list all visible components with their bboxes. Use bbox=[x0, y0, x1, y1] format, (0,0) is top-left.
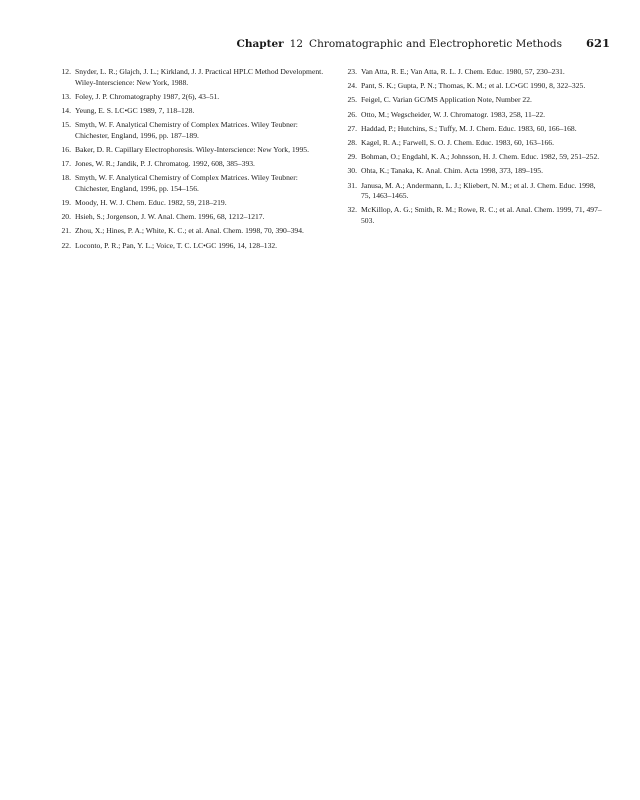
reference-text: Snyder, L. R.; Glajch, J. L.; Kirkland, J. J. Practical HPLC Method Development. Wiley-Interscience: New York, 1988. bbox=[75, 67, 324, 87]
reference-text: Foley, J. P. Chromatography 1987, 2(6), 43–51. bbox=[75, 91, 220, 101]
reference-text: Smyth, W. F. Analytical Chemistry of Complex Matrices. Wiley Teubner: Chichester, England, 1996, pp. 187–189. bbox=[75, 120, 298, 140]
reference-number: 16. bbox=[61, 144, 71, 154]
reference-number: 20. bbox=[61, 212, 71, 222]
reference-number: 29. bbox=[347, 152, 357, 162]
chapter-label: Chapter bbox=[236, 38, 284, 50]
reference-item bbox=[54, 159, 330, 170]
reference-item bbox=[54, 198, 330, 209]
reference-number: 30. bbox=[347, 166, 357, 176]
reference-item bbox=[340, 138, 602, 149]
reference-number: 22. bbox=[61, 240, 71, 250]
reference-text: Moody, H. W. J. Chem. Educ. 1982, 59, 218–219. bbox=[75, 198, 227, 208]
page-number: 621 bbox=[585, 36, 610, 50]
reference-text: Janusa, M. A.; Andermann, L. J.; Kliebert, N. M.; et al. J. Chem. Educ. 1998, 75, 1463–1465. bbox=[361, 180, 596, 201]
reference-text: Van Atta, R. E.; Van Atta, R. L. J. Chem. Educ. 1980, 57, 230–231. bbox=[361, 67, 565, 76]
reference-item bbox=[340, 181, 602, 202]
reference-text: Jones, W. R.; Jandik, P. J. Chromatog. 1992, 608, 385–393. bbox=[75, 159, 255, 169]
chapter-title: Chromatographic and Electrophoretic Methods bbox=[309, 38, 562, 50]
reference-item bbox=[54, 67, 330, 88]
reference-text: Smyth, W. F. Analytical Chemistry of Complex Matrices. Wiley Teubner: Chichester, England, 1996, pp. 154–156. bbox=[75, 173, 298, 193]
reference-text: Ohta, K.; Tanaka, K. Anal. Chim. Acta 1998, 373, 189–195. bbox=[361, 166, 543, 176]
reference-item bbox=[54, 92, 330, 103]
reference-number: 14. bbox=[61, 105, 71, 115]
reference-text: McKillop, A. G.; Smith, R. M.; Rowe, R. C.; et al. Anal. Chem. 1999, 71, 497–503. bbox=[361, 205, 602, 225]
reference-number: 19. bbox=[61, 198, 71, 208]
reference-number: 27. bbox=[347, 123, 357, 133]
reference-number: 18. bbox=[61, 173, 71, 183]
reference-text: Kagel, R. A.; Farwell, S. O. J. Chem. Educ. 1983, 60, 163–166. bbox=[361, 137, 554, 147]
reference-item bbox=[340, 110, 602, 121]
reference-number: 25. bbox=[347, 95, 357, 105]
reference-item bbox=[54, 212, 330, 223]
reference-item bbox=[340, 166, 602, 177]
reference-item bbox=[54, 106, 330, 117]
reference-item bbox=[54, 241, 330, 252]
chapter-number: 12 bbox=[289, 38, 304, 50]
reference-item bbox=[340, 152, 602, 163]
reference-number: 21. bbox=[61, 226, 71, 236]
reference-text: Bohman, O.; Engdahl, K. A.; Johnsson, H. J. Chem. Educ. 1982, 59, 251–252. bbox=[361, 152, 600, 162]
reference-number: 13. bbox=[61, 91, 71, 101]
reference-number: 17. bbox=[61, 159, 71, 169]
reference-number: 24. bbox=[347, 81, 357, 91]
reference-text: Pant, S. K.; Gupta, P. N.; Thomas, K. M.; et al. LC•GC 1990, 8, 322–325. bbox=[361, 81, 586, 91]
reference-item bbox=[340, 205, 602, 226]
reference-number: 26. bbox=[347, 109, 357, 119]
reference-text: Loconto, P. R.; Pan, Y. L.; Voice, T. C. LC•GC 1996, 14, 128–132. bbox=[75, 240, 278, 250]
reference-item bbox=[340, 124, 602, 135]
reference-item bbox=[340, 67, 602, 78]
references-left-column bbox=[54, 67, 330, 255]
reference-item bbox=[54, 120, 330, 141]
reference-item bbox=[54, 173, 330, 194]
reference-item bbox=[340, 81, 602, 92]
reference-item bbox=[54, 145, 330, 156]
running-header bbox=[236, 36, 610, 50]
reference-number: 28. bbox=[347, 137, 357, 147]
reference-number: 15. bbox=[61, 120, 71, 130]
reference-item bbox=[340, 95, 602, 106]
reference-text: Baker, D. R. Capillary Electrophoresis. Wiley-Interscience: New York, 1995. bbox=[75, 144, 309, 154]
references-right-column bbox=[340, 67, 602, 230]
reference-number: 31. bbox=[347, 180, 357, 190]
reference-number: 32. bbox=[347, 205, 357, 215]
reference-item bbox=[54, 226, 330, 237]
reference-text: Otto, M.; Wegscheider, W. J. Chromatogr. 1983, 258, 11–22. bbox=[361, 109, 546, 119]
reference-number: 23. bbox=[347, 67, 357, 76]
reference-text: Haddad, P.; Hutchins, S.; Tuffy, M. J. Chem. Educ. 1983, 60, 166–168. bbox=[361, 123, 577, 133]
reference-number: 12. bbox=[61, 67, 71, 76]
reference-text: Yeung, E. S. LC•GC 1989, 7, 118–128. bbox=[75, 105, 195, 115]
reference-text: Zhou, X.; Hines, P. A.; White, K. C.; et al. Anal. Chem. 1998, 70, 390–394. bbox=[75, 226, 304, 236]
reference-text: Hsieh, S.; Jorgenson, J. W. Anal. Chem. 1996, 68, 1212–1217. bbox=[75, 212, 265, 222]
reference-text: Feigel, C. Varian GC/MS Application Note, Number 22. bbox=[361, 95, 532, 105]
